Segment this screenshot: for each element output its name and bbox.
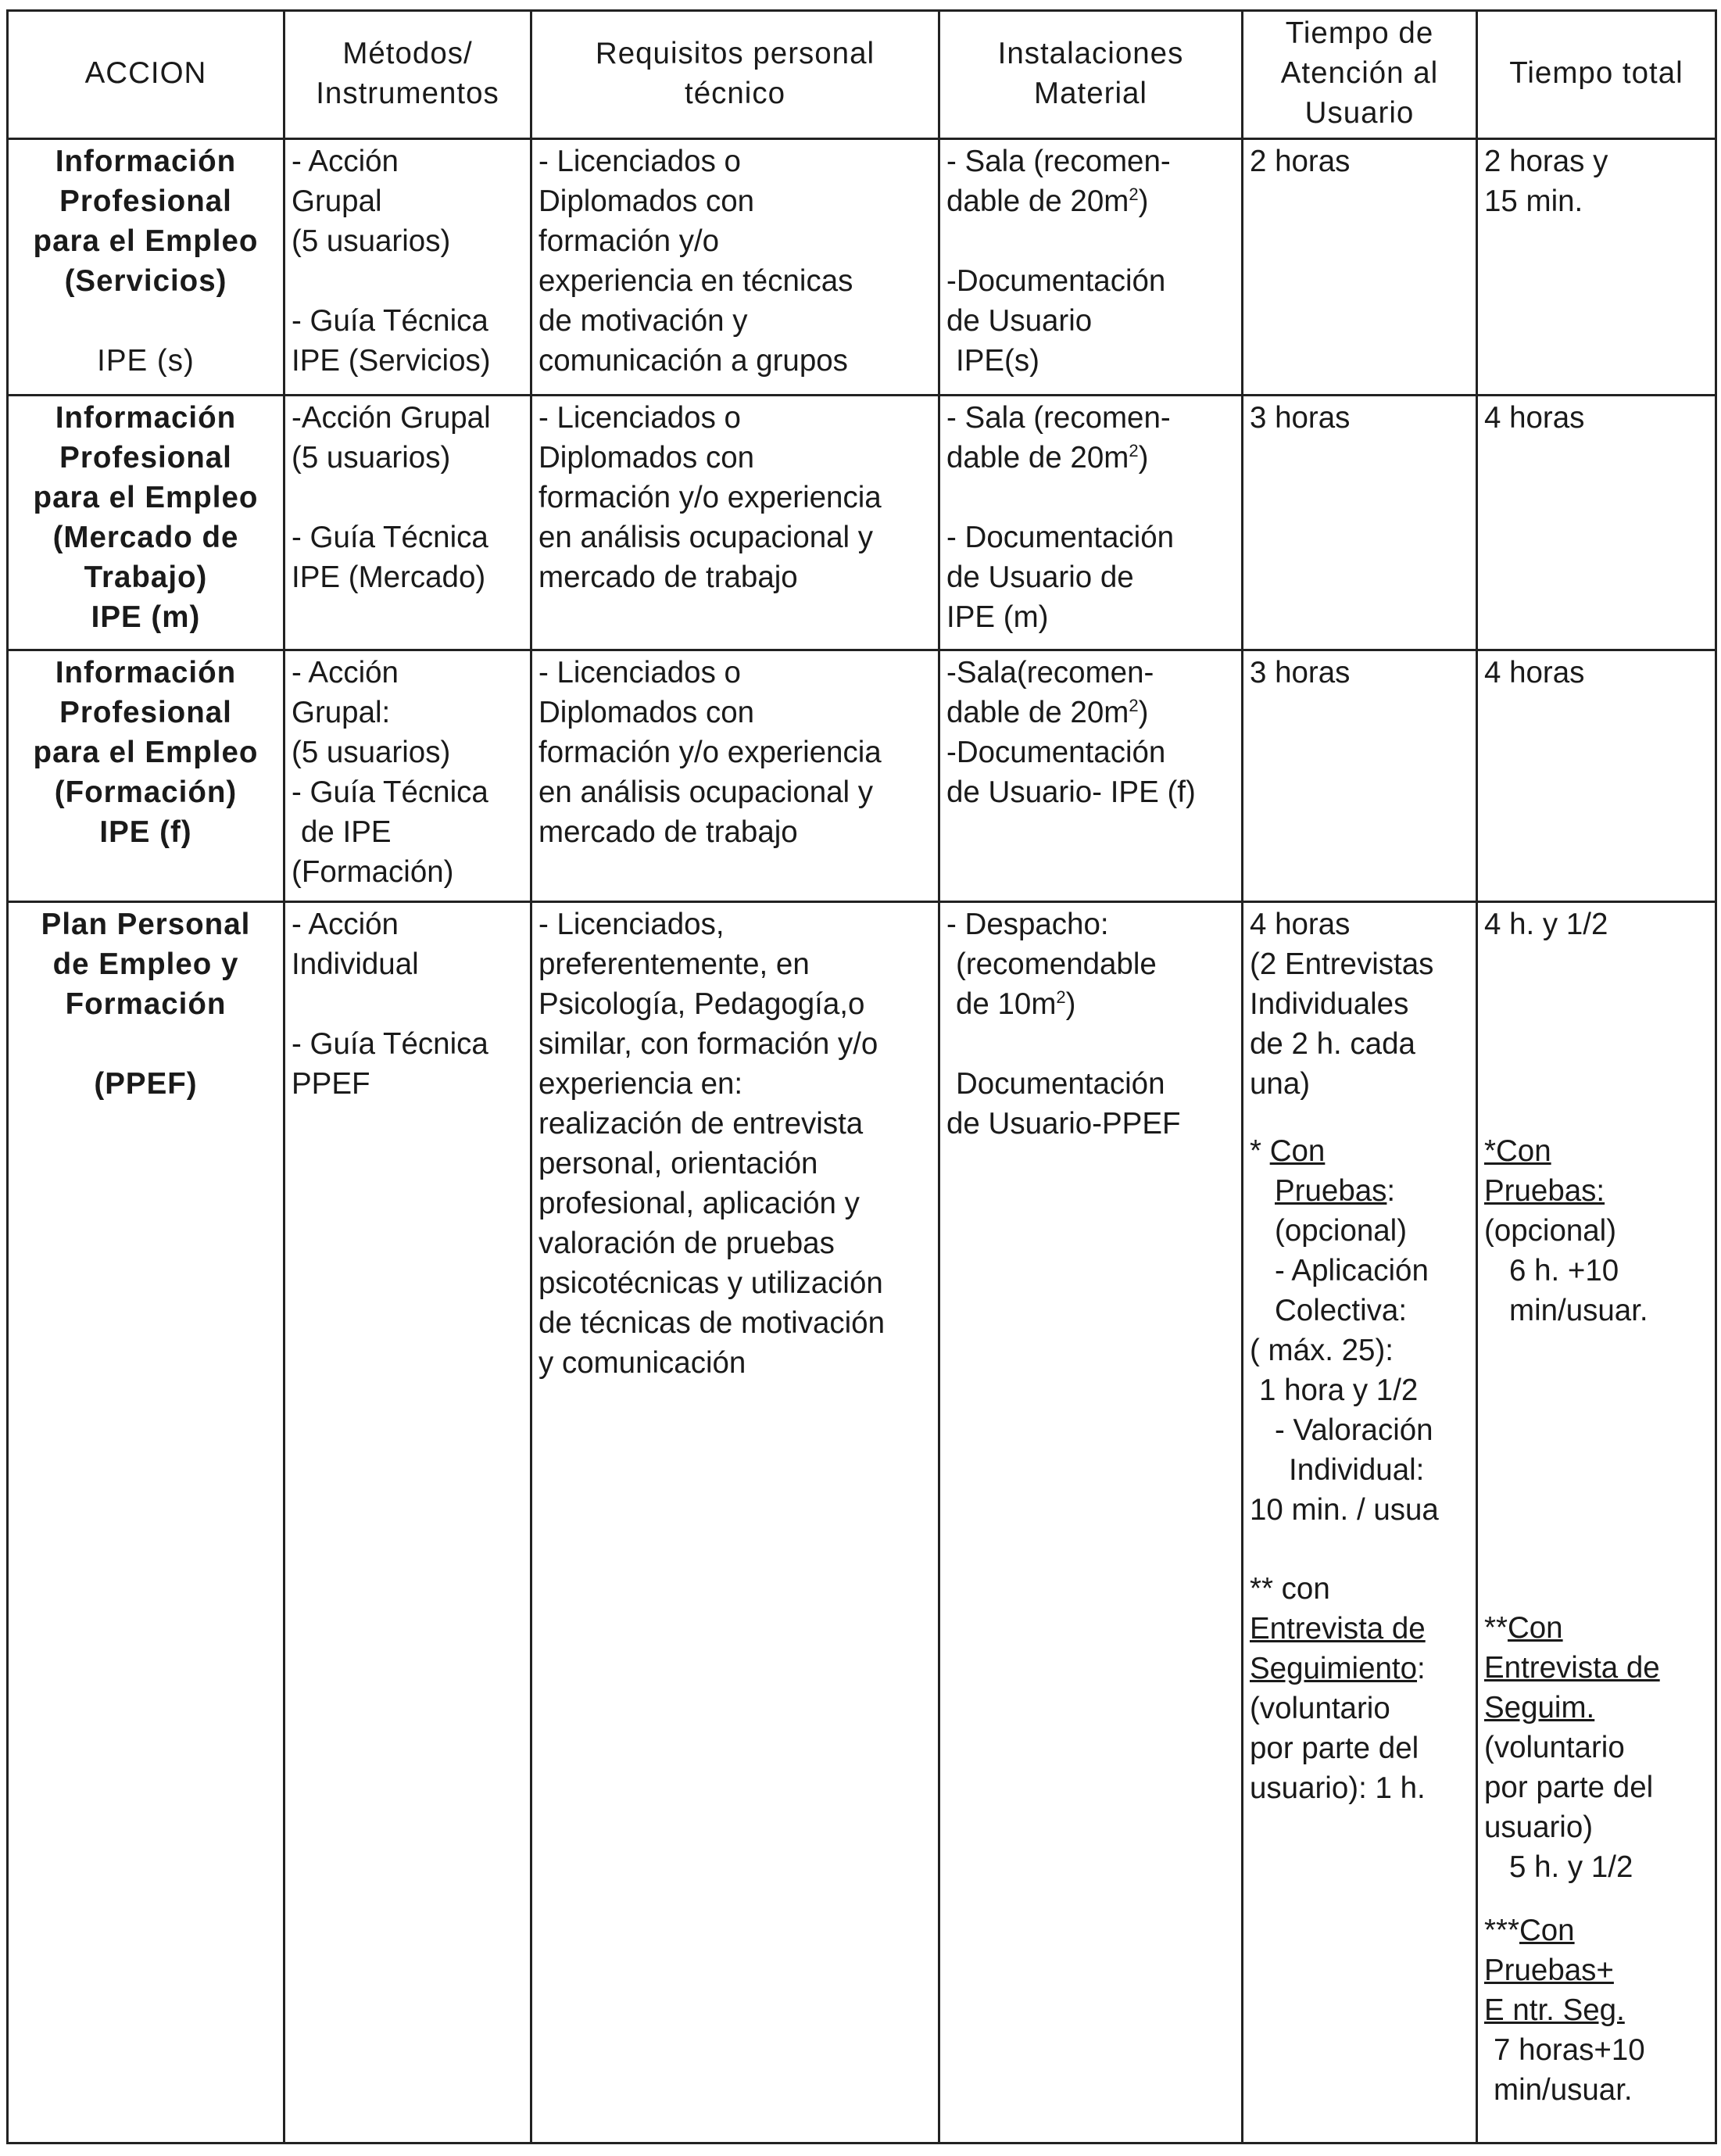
cell-metodos: - Acción Grupal (5 usuarios) - Guía Técnica IPE (Servicios): [284, 139, 531, 396]
table-row: [8, 650, 1716, 902]
header-accion: ACCION: [8, 11, 284, 139]
cell-instalaciones: - Sala (recomen- dable de $20m^2$) - Documentación de Usuario de IPE (m): [939, 396, 1243, 650]
cell-tiempo-total: 2 horas y 15 min.: [1477, 139, 1716, 396]
cell-requisitos: - Licenciados o Diplomados con formación y/o experiencia en análisis ocupacional y mercado de trabajo: [531, 650, 939, 902]
cell-requisitos: - Licenciados o Diplomados con formación y/o experiencia en análisis ocupacional y mercado de trabajo: [531, 396, 939, 650]
cell-instalaciones: - Sala (recomen- dable de $20m^2$) -Documentación de Usuario IPE(s): [939, 139, 1243, 396]
cell-metodos: -Acción Grupal (5 usuarios) - Guía Técnica IPE (Mercado): [284, 396, 531, 650]
services-table: [6, 9, 1717, 2144]
cell-requisitos: - Licenciados o Diplomados con formación y/o experiencia en técnicas de motivación y comunicación a grupos: [531, 139, 939, 396]
cell-accion: Información Profesional para el Empleo (Servicios) IPE (s): [8, 139, 284, 396]
cell-tiempo-atencion: 3 horas: [1243, 396, 1477, 650]
table-row: [8, 902, 1716, 2143]
header-row: [8, 11, 1716, 139]
cell-accion: Información Profesional para el Empleo (Formación) IPE (f): [8, 650, 284, 902]
table-row: [8, 139, 1716, 396]
cell-tiempo-total: 4 horas: [1477, 396, 1716, 650]
table-row: [8, 396, 1716, 650]
cell-instalaciones: - Despacho: (recomendable de $10m^2$) Documentación de Usuario-PPEF: [939, 902, 1243, 2143]
cell-requisitos: - Licenciados, preferentemente, en Psicología, Pedagogía,o similar, con formación y/o experiencia en: realización de entrevista personal, orientación profesional, aplicación y valoración de pruebas psicotécnicas y utilización de técnicas de motivación y comunicación: [531, 902, 939, 2143]
header-tiempo-atencion: Tiempo de Atención al Usuario: [1243, 11, 1477, 139]
header-tiempo-total: Tiempo total: [1477, 11, 1716, 139]
cell-tiempo-atencion: 3 horas: [1243, 650, 1477, 902]
header-metodos: Métodos/ Instrumentos: [284, 11, 531, 139]
header-requisitos: Requisitos personal técnico: [531, 11, 939, 139]
cell-tiempo-atencion: 2 horas: [1243, 139, 1477, 396]
cell-metodos: - Acción Individual - Guía Técnica PPEF: [284, 902, 531, 2143]
cell-tiempo-atencion: 4 horas (2 Entrevistas Individuales de 2 h. cada una) * Con Pruebas: (opcional) - Aplicación Colectiva: ( máx. 25): 1 hora y 1/2 - Valoración Individual: 10 min. / usua ** con Entrevista de Seguimiento: (voluntario por parte del usuario): 1 h.: [1243, 902, 1477, 2143]
cell-tiempo-total: 4 h. y 1/2 *Con Pruebas: (opcional) 6 h. +10 min/usuar. **Con Entrevista de Seguim. (voluntario por parte del usuario) 5 h. y 1/2 ***Con Pruebas+ E ntr. Seg. 7 horas+10 min/usuar.: [1477, 902, 1716, 2143]
cell-accion: Información Profesional para el Empleo (Mercado de Trabajo) IPE (m): [8, 396, 284, 650]
cell-instalaciones: -Sala(recomen- dable de $20m^2$) -Documentación de Usuario- IPE (f): [939, 650, 1243, 902]
cell-metodos: - Acción Grupal: (5 usuarios) - Guía Técnica de IPE (Formación): [284, 650, 531, 902]
header-instalaciones: Instalaciones Material: [939, 11, 1243, 139]
cell-tiempo-total: 4 horas: [1477, 650, 1716, 902]
cell-accion: Plan Personal de Empleo y Formación (PPEF): [8, 902, 284, 2143]
